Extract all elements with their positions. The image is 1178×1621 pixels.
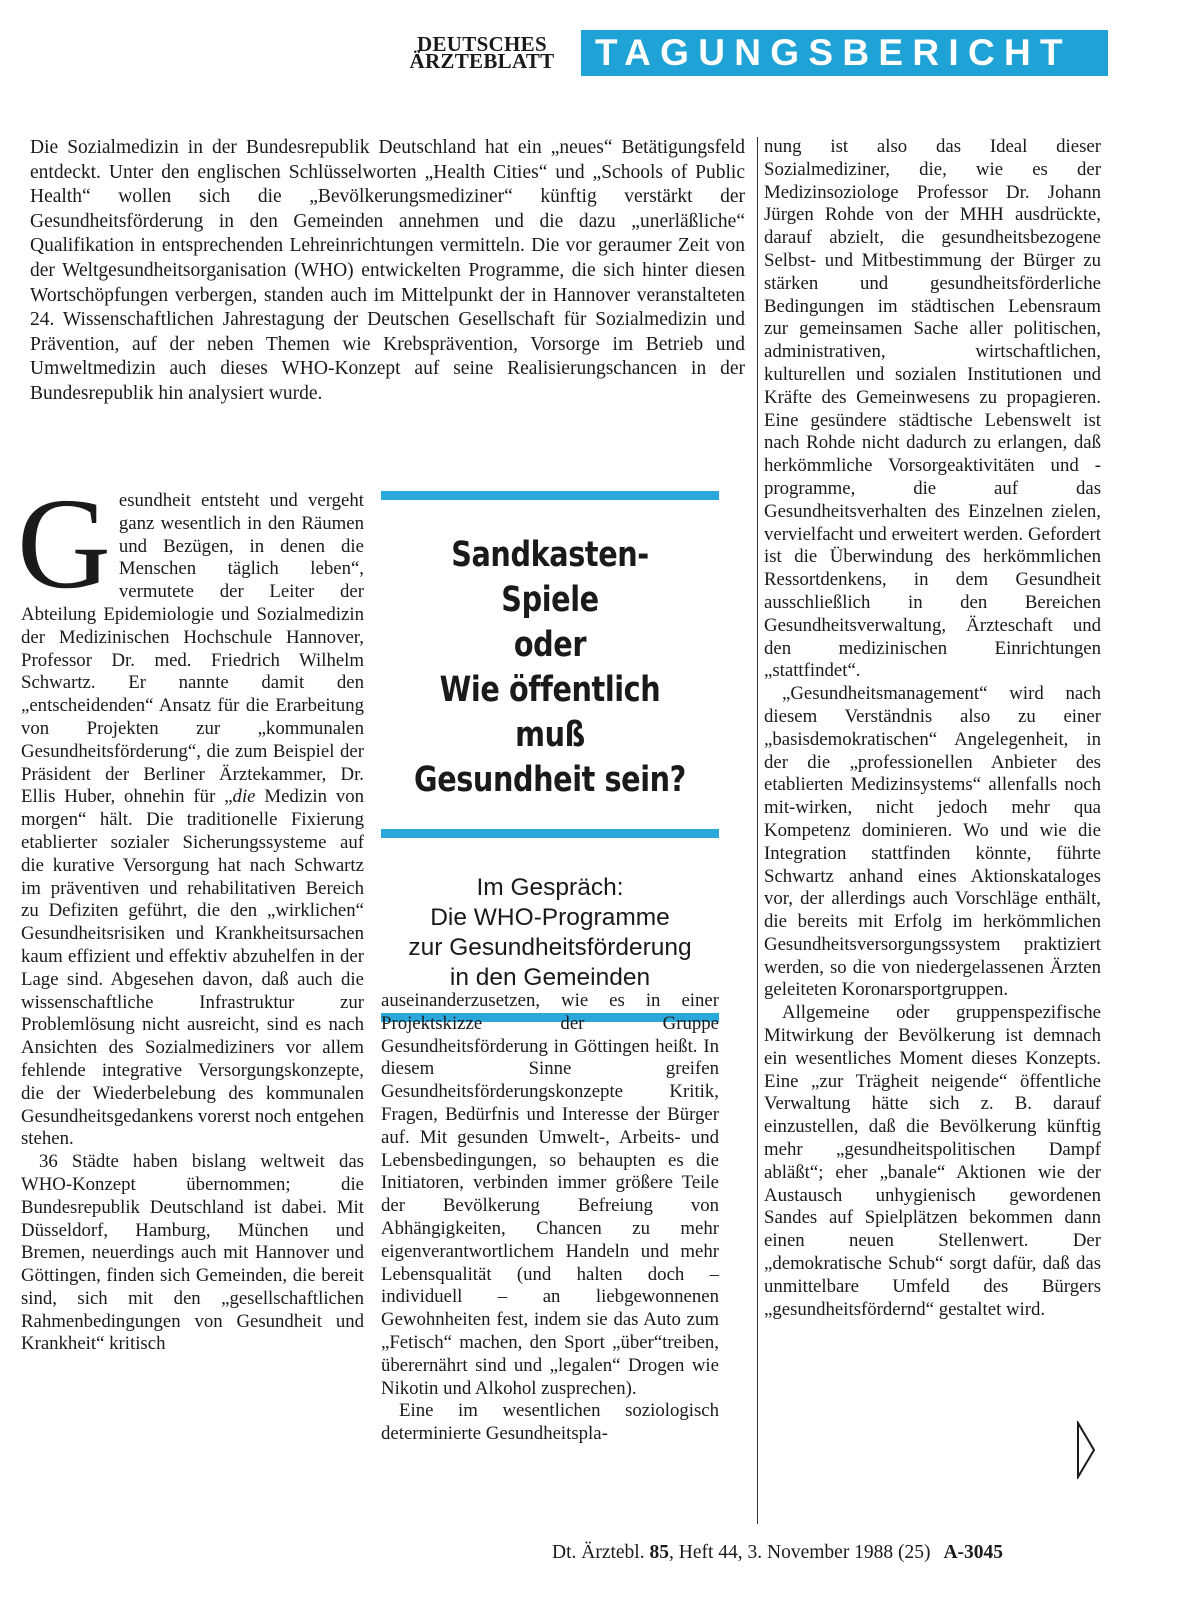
logo-line-2: ÄRZTEBLATT <box>409 49 555 73</box>
headline-rule-middle <box>381 829 719 838</box>
emphasis-text: die <box>232 786 256 808</box>
article-paragraph: nung ist also das Ideal dieser Sozialmediziner, die, wie es der Medizinsoziologe Professor Dr. Johann Jürgen Rohde von der MHH ausdrückte, darauf abzielt, die gesundheitsbezogene Selbst- und Mitbestimmung der Bürger zu stärken und gesundheitsförderliche Bedingungen im städtischen Lebensraum zur gemeinsamen Sache aller politischen, administrativen, wirtschaftlichen, kulturellen und sozialen Institutionen und Kräfte des Gemeinwesens zu propagieren. Eine gesündere städtische Lebenswelt ist nach Rohde nicht dadurch zu erlangen, daß herkömmliche Vorsorgeaktivitäten und -programme, die auf das Gesundheitsverhalten des Einzelnen zielen, vervielfacht und erweitert werden. Gefordert ist die Überwindung des herkömmlichen Ressortdenkens, in dem Gesundheit ausschließlich in den Bereichen Gesundheitsverwaltung, Ärzteschaft und den medizinischen Einrichtungen „stattfindet“. <box>764 136 1101 682</box>
subheadline-line: zur Gesundheitsförderung <box>408 934 692 961</box>
paragraph-text: esundheit entsteht und vergeht ganz wesentlich in den Räumen und Bezügen, in denen die Menschen täglich leben“, vermutete der Leiter der Abteilung Epidemiologie und Sozialmedizin der Medizinischen Hochschule Hannover, Professor Dr. med. Friedrich Wilhelm Schwartz. Er nannte damit den „entscheidenden“ Ansatz für die Erarbeitung von Projekten zur „kommunalen Gesundheitsförderung“, die zum Beispiel der Präsident der Berliner Ärztekammer, Dr. Ellis Huber, ohnehin für „ <box>21 490 364 808</box>
article-subheadline <box>381 873 719 993</box>
headline-line: muß <box>515 715 585 755</box>
subheadline-line: Im Gespräch: <box>476 874 624 901</box>
article-paragraph: Allgemeine oder gruppenspezifische Mitwirkung der Bevölkerung ist demnach ein wesentliches Moment dieses Konzepts. Eine „zur Trägheit neigende“ öffentliche Verwaltung hätte sich z. B. darauf einzustellen, daß die Bevölkerung künftig mehr „gesundheitspolitischen Dampf abläßt“; eher „banale“ Aktionen wie der Austausch unhygienisch gewordenen Sandes auf Spielplätzen bekommen dann einen neuen Stellenwert. Der „demokratische Schub“ sorgt dafür, daß das unmittelbare Umfeld des Bürgers „gesundheitsfördernd“ gestaltet wird. <box>764 1002 1101 1320</box>
continue-arrow-icon <box>1076 1421 1096 1484</box>
headline-line: oder <box>513 625 587 665</box>
headline-line: Wie öffentlich <box>439 670 661 710</box>
article-headline <box>411 533 688 803</box>
article-column-right <box>764 136 1101 1321</box>
logo-line-1: DEUTSCHES <box>417 32 547 56</box>
subheadline-line: in den Gemeinden <box>449 964 651 991</box>
article-column-middle <box>381 990 719 1446</box>
article-paragraph: 36 Städte haben bislang weltweit das WHO-Konzept übernommen; die Bundesrepublik Deutschland ist dabei. Mit Düsseldorf, Hamburg, München und Bremen, neuerdings auch mit Hannover und Göttingen, finden sich Gemeinden, die bereit sind, sich mit den „gesellschaftlichen Rahmenbedingungen von Gesundheit und Krankheit“ kritisch <box>21 1151 364 1355</box>
paragraph-text: Medizin von morgen“ hält. Die traditionelle Fixierung etablierter sozialer Sicherungssysteme auf die kurative Versorgung hat nach Schwartz im präventiven und rehabilitativen Bereich zu Defiziten geführt, die den „wirklichen“ Gesundheitsrisiken und Krankheitsursachen kaum effizient und effektiv abzuhelfen in der Lage sind. Abgesehen davon, daß auch die wissenschaftliche Infrastruktur zur Problemlösung nicht ausreicht, sind es nach Ansichten des Sozialmediziners vor allem fehlende integrative Versorgungskonzepte, die der Wiederbelebung des kommunalen Gesundheitsgedankens vorerst noch entgehen stehen. <box>21 786 365 1150</box>
journal-logo <box>399 32 565 73</box>
footer-journal: Dt. Ärztebl. <box>552 1542 645 1563</box>
headline-line: Gesundheit sein? <box>414 760 686 800</box>
headline-line: Sandkasten-Spiele <box>451 535 649 620</box>
subheadline-line: Die WHO-Programme <box>430 904 670 931</box>
intro-paragraph <box>30 136 745 407</box>
footer-issue: , Heft 44, 3. November 1988 (25) <box>668 1542 931 1563</box>
article-paragraph: „Gesundheitsmanagement“ wird nach diesem Verständnis also zu einer „basisdemokratischen“ Angelegenheit, in der die „professionellen Anbieter des etablierten Medizinsystems“ allenfalls noch mit-wirken, nicht jedoch mehr qua Kompetenz dominieren. Wo und wie die Integration stattfinden könnte, führte Schwartz anhand eines Aktionskataloges vor, der allerdings auch Vorschläge enthält, die bereits mit Erfolg im herkömmlichen Gesundheitsversorgungssystem praktiziert werden, so die von niedergelassenen Ärzten geleiteten Koronarsportgruppen. <box>764 683 1101 1001</box>
page-footer <box>552 1542 1003 1564</box>
footer-volume: 85 <box>649 1542 669 1563</box>
footer-page-number: A-3045 <box>943 1542 1004 1563</box>
drop-cap: G <box>17 472 111 616</box>
intro-text: Die Sozialmedizin in der Bundesrepublik Deutschland hat ein „neues“ Betätigungsfeld entdeckt. Unter den englischen Schlüsselworten „Health Cities“ und „Schools of Public Health“ wollen sich die „Bevölkerungsmediziner“ künftig verstärkt der Gesundheitsförderung in den Gemeinden annehmen und die dazu „unerläßliche“ Qualifikation in entsprechenden Lehreinrichtungen vermitteln. Die vor geraumer Zeit von der Weltgesundheitsorganisation (WHO) entwickelten Programme, die sich hinter diesen Wortschöpfungen verbergen, standen auch im Mittelpunkt der in Hannover veranstalteten 24. Wissenschaftlichen Jahrestagung der Deutschen Gesellschaft für Sozialmedizin und Prävention, auf der neben Themen wie Krebsprävention, Vorsorge im Betrieb und Umweltmedizin auch dieses WHO-Konzept auf seine Realisierungschancen in der Bundesrepublik hin analysiert wurde. <box>30 137 745 404</box>
article-paragraph: auseinanderzusetzen, wie es in einer Projektskizze der Gruppe Gesundheitsförderung in Göttingen heißt. In diesem Sinne greifen Gesundheitsförderungskonzepte Kritik, Fragen, Bedürfnis und Interesse der Bürger auf. Mit gesunden Umwelt-, Arbeits- und Lebensbedingungen, so behaupten es die Initiatoren, verbinden immer größere Teile der Bevölkerung Befreiung von Abhängigkeiten, Chancen zu mehr eigenverantwortlichem Handeln und mehr Lebensqualität (und halten doch – individuell – an liebgewonnenen Gewohnheiten fest, indem sie das Auto zum „Fetisch“ machen, den Sport „über“treiben, überernährt sind und „legalen“ Drogen wie Nikotin und Alkohol zusprechen). <box>381 990 719 1399</box>
headline-rule-top <box>381 491 719 500</box>
headline-box <box>381 491 719 1022</box>
section-title: TAGUNGSBERICHT <box>595 32 1072 73</box>
column-divider <box>757 137 758 1524</box>
article-column-left <box>17 472 365 1356</box>
section-banner <box>581 30 1108 76</box>
article-paragraph: Eine im wesentlichen soziologisch determinierte Gesundheitspla- <box>381 1400 719 1445</box>
article-paragraph <box>17 472 365 1151</box>
